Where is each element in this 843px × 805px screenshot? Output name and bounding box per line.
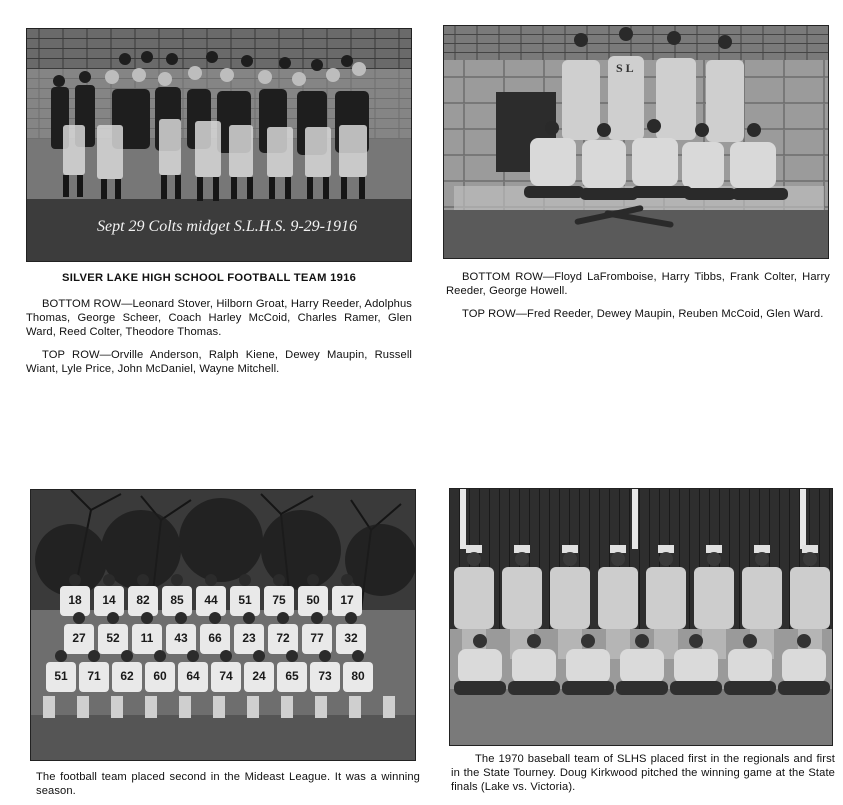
jersey-number: 52 — [106, 631, 120, 645]
caption-baseball-early-top-row: TOP ROW—Fred Reeder, Dewey Maupin, Reuben McCoid, Glen Ward. — [462, 308, 824, 320]
photo-baseball-1970 — [449, 488, 833, 746]
caption-baseball-early — [446, 270, 830, 321]
jersey-number: 73 — [318, 669, 332, 683]
jersey-number: 11 — [140, 631, 154, 645]
caption-football-1916-top-row: TOP ROW—Orville Anderson, Ralph Kiene, Dewey Maupin, Russell Wiant, Lyle Price, John McDaniel, Wayne Mitchell. — [26, 349, 412, 375]
jersey-number: 64 — [186, 669, 200, 683]
caption-baseball-1970-text: The 1970 baseball team of SLHS placed first in the regionals and first in the State Tourney. Doug Kirkwood pitched the winning game at the State finals (Lake vs. Victoria). — [451, 753, 835, 793]
caption-football-1916 — [26, 297, 412, 376]
jersey-number: 66 — [208, 631, 222, 645]
caption-baseball-1970 — [451, 752, 835, 794]
caption-football-1916-bottom-row: BOTTOM ROW—Leonard Stover, Hilborn Groat, Harry Reeder, Adolphus Thomas, George Scheer, Coach Harley McCoid, Charles Ramer, Glen Ward, Reed Colter, Theodore Thomas. — [26, 298, 412, 338]
caption-football-team — [36, 770, 420, 798]
jersey-number: 23 — [242, 631, 256, 645]
jersey-number: 43 — [174, 631, 188, 645]
jersey-number: 18 — [68, 593, 82, 607]
photo-baseball-early-image — [444, 26, 828, 258]
caption-baseball-early-bottom-row: BOTTOM ROW—Floyd LaFromboise, Harry Tibbs, Frank Colter, Harry Reeder, George Howell. — [446, 271, 830, 297]
jersey-number: 32 — [344, 631, 358, 645]
jersey-number: 71 — [87, 669, 101, 683]
photo-baseball-1970-image — [450, 489, 832, 745]
svg-text:S L: S L — [616, 61, 634, 75]
jersey-number: 60 — [153, 669, 167, 683]
photo-baseball-early — [443, 25, 829, 259]
jersey-number: 62 — [120, 669, 134, 683]
photo-football-team — [30, 489, 416, 761]
jersey-number: 75 — [272, 593, 286, 607]
caption-football-1916-title: SILVER LAKE HIGH SCHOOL FOOTBALL TEAM 1916 — [62, 272, 357, 284]
jersey-number: 65 — [285, 669, 299, 683]
jersey-number: 82 — [136, 593, 150, 607]
jersey-number: 77 — [310, 631, 324, 645]
photo-football-1916 — [26, 28, 412, 262]
jersey-number: 14 — [102, 593, 116, 607]
photo-football-1916-image — [27, 29, 411, 261]
photo-handwriting: Sept 29 Colts midget S.L.H.S. 9-29-1916 — [97, 218, 357, 235]
jersey-number: 51 — [54, 669, 68, 683]
jersey-number: 24 — [252, 669, 266, 683]
jersey-number: 27 — [72, 631, 86, 645]
jersey-number: 80 — [351, 669, 365, 683]
photo-football-team-image — [31, 490, 415, 760]
jersey-number: 85 — [170, 593, 184, 607]
jersey-number: 74 — [219, 669, 233, 683]
jersey-number: 44 — [204, 593, 218, 607]
jersey-number: 72 — [276, 631, 290, 645]
caption-football-team-text: The football team placed second in the Mideast League. It was a winning season. — [36, 771, 420, 797]
jersey-number: 50 — [306, 593, 320, 607]
jersey-number: 51 — [238, 593, 252, 607]
jersey-number: 17 — [340, 593, 354, 607]
